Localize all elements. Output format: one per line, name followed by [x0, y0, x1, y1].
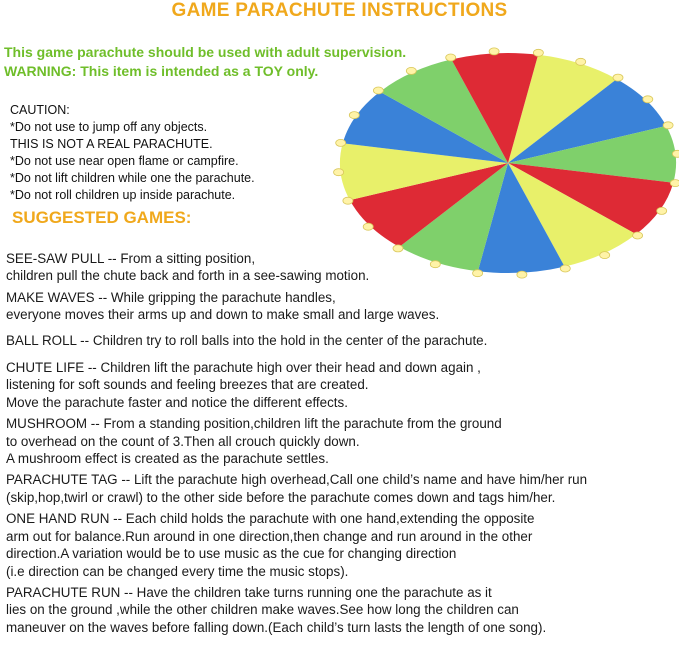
game-text-line: to overhead on the count of 3.Then all crouch quickly down.	[6, 433, 360, 449]
suggested-games-heading: SUGGESTED GAMES:	[12, 208, 192, 227]
game-text-line: SEE-SAW PULL -- From a sitting position,	[6, 251, 256, 266]
game-one-hand-run	[6, 510, 587, 580]
parachute-handle	[657, 207, 667, 214]
parachute-handle	[334, 169, 344, 176]
game-see-saw-pull	[6, 250, 587, 285]
game-text-line: everyone moves their arms up and down to make small and large waves.	[6, 307, 440, 323]
game-parachute-tag	[6, 471, 587, 506]
game-text-line: Move the parachute faster and notice the different effects.	[6, 394, 348, 410]
parachute-handle	[446, 54, 456, 61]
game-text-line: ONE HAND RUN -- Each child holds the parachute with one hand,extending the opposite	[6, 511, 535, 527]
game-text-line: PARACHUTE RUN -- Have the children take turns running one the parachute as it	[6, 584, 492, 600]
parachute-handle	[349, 112, 359, 119]
caution-block	[10, 102, 255, 204]
game-text-line: (i.e direction can be changed every time the music stops).	[6, 563, 349, 579]
toy-warning: WARNING: This item is intended as a TOY only.	[4, 63, 319, 79]
game-text-line: MUSHROOM -- From a standing position,children lift the parachute from the ground	[6, 416, 502, 432]
parachute-handle	[633, 232, 643, 239]
games-list	[6, 250, 587, 640]
page-title: GAME PARACHUTE INSTRUCTIONS	[171, 0, 508, 21]
game-text-line: A mushroom effect is created as the parachute settles.	[6, 451, 329, 467]
game-text-line: lies on the ground ,while the other children make waves.See how long the children can	[6, 602, 519, 618]
game-make-waves	[6, 289, 587, 324]
game-text-line: listening for soft sounds and feeling breezes that are created.	[6, 377, 369, 393]
game-chute-life	[6, 359, 587, 411]
parachute-handle	[613, 74, 623, 81]
caution-line: *Do not use to jump off any objects.	[10, 120, 208, 134]
caution-line: THIS IS NOT A REAL PARACHUTE.	[10, 137, 213, 151]
parachute-handle	[373, 87, 383, 94]
game-text-line: PARACHUTE TAG -- Lift the parachute high overhead,Call one child’s name and have him/her run	[6, 472, 588, 488]
game-ball-roll	[6, 332, 587, 349]
parachute-handle	[489, 48, 499, 55]
caution-line: *Do not lift children while one the parachute.	[10, 171, 255, 185]
parachute-handle	[343, 197, 353, 204]
parachute-handle	[672, 150, 679, 157]
game-text-line: (skip,hop,twirl or crawl) to the other side before the parachute comes down and tags him/her.	[6, 489, 556, 505]
parachute-handle	[670, 180, 679, 187]
game-text-line: maneuver on the waves before falling down.(Each child’s turn lasts the length of one song).	[6, 619, 547, 635]
parachute-handle	[336, 139, 346, 146]
parachute-handle	[600, 252, 610, 259]
game-text-line: MAKE WAVES -- While gripping the parachute handles,	[6, 289, 336, 305]
caution-line: *Do not use near open flame or campfire.	[10, 154, 239, 168]
game-parachute-run	[6, 584, 587, 636]
caution-heading: CAUTION:	[10, 103, 70, 117]
parachute-handle	[643, 96, 653, 103]
parachute-handle	[576, 58, 586, 65]
parachute-illustration	[330, 45, 679, 280]
game-text-line: BALL ROLL -- Children try to roll balls into the hold in the center of the parachute.	[6, 332, 488, 348]
game-mushroom	[6, 415, 587, 467]
parachute-handle	[533, 49, 543, 56]
parachute-handle	[406, 67, 416, 74]
supervision-note: This game parachute should be used with adult supervision.	[4, 44, 407, 60]
game-text-line: children pull the chute back and forth in a see-sawing motion.	[6, 268, 370, 284]
parachute-handle	[363, 223, 373, 230]
game-text-line: CHUTE LIFE -- Children lift the parachute high over their head and down again ,	[6, 360, 481, 376]
parachute-handle	[663, 122, 673, 129]
game-text-line: direction.A variation would be to use music as the cue for changing direction	[6, 546, 457, 562]
game-text-line: arm out for balance.Run around in one direction,then change and run around in the other	[6, 528, 533, 544]
caution-line: *Do not roll children up inside parachute.	[10, 188, 236, 202]
